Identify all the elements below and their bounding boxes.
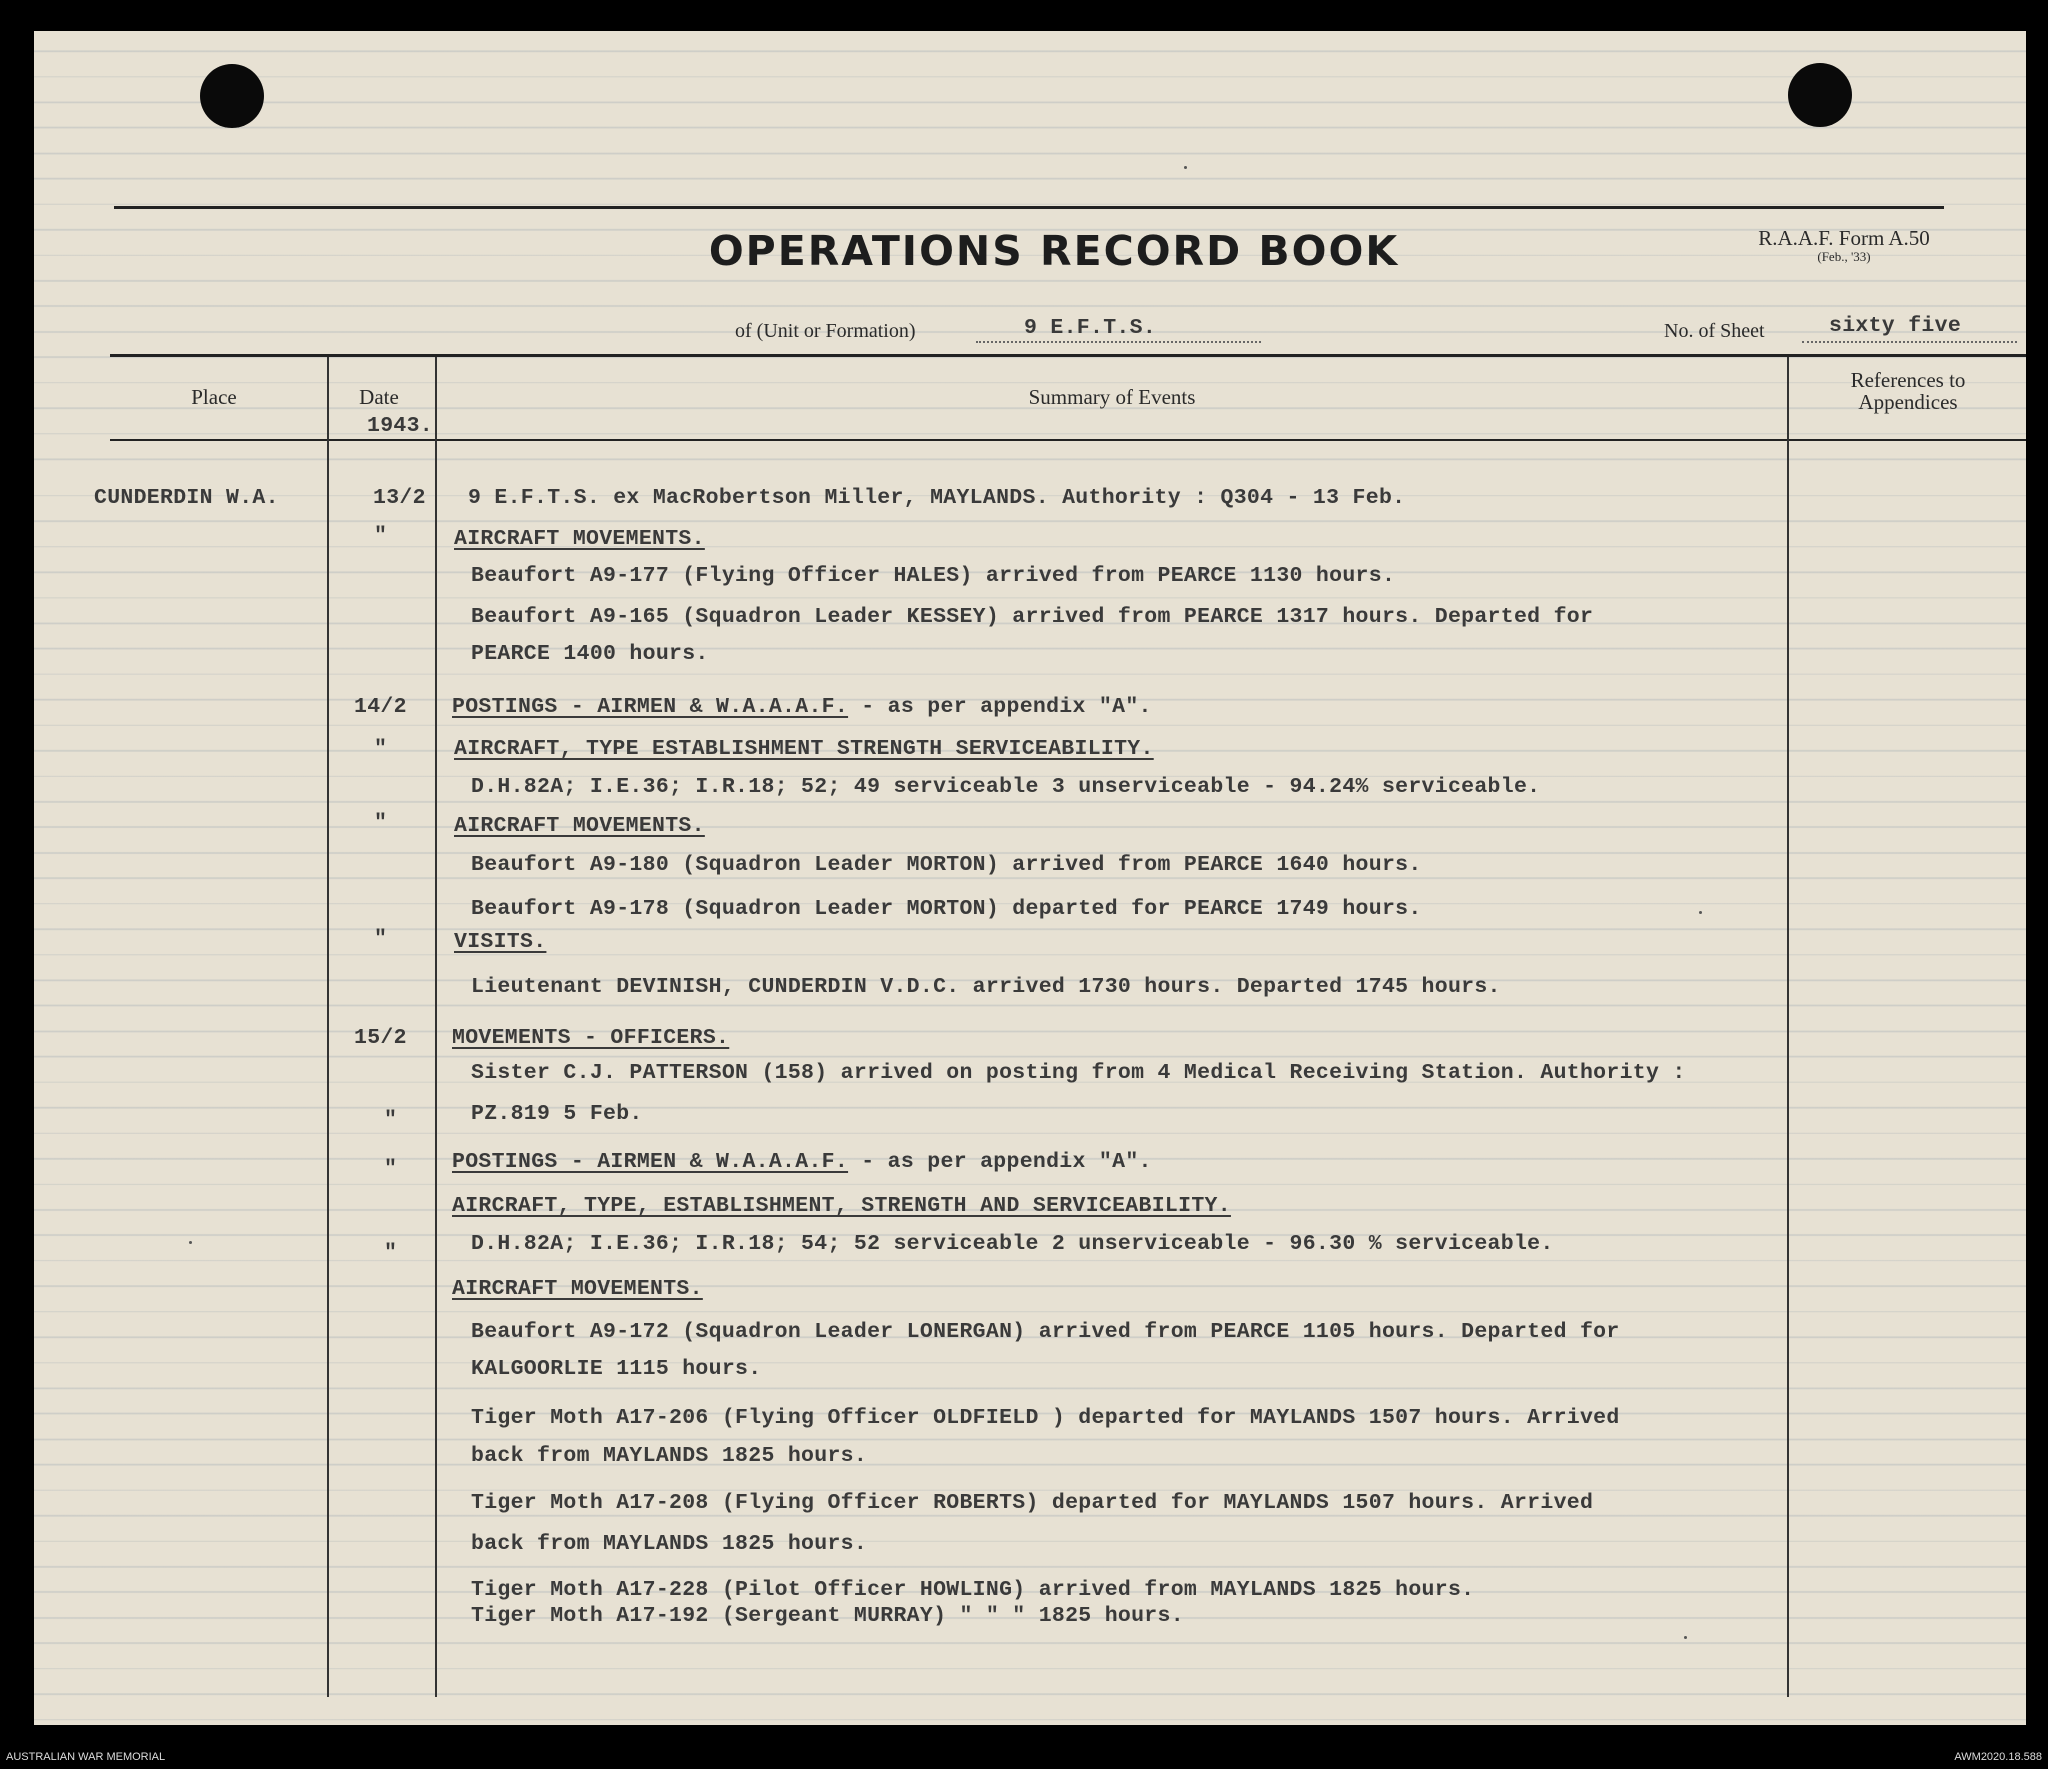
section-heading-line [452, 1150, 1152, 1174]
section-heading: AIRCRAFT MOVEMENTS. [452, 1277, 703, 1301]
summary-line: Sister C.J. PATTERSON (158) arrived on posting from 4 Medical Receiving Station. Authority : [471, 1061, 1686, 1085]
punch-hole-left [200, 64, 264, 128]
summary-line: Tiger Moth A17-192 (Sergeant MURRAY) " " " 1825 hours. [471, 1604, 1184, 1628]
section-note: - as per appendix "A". [848, 695, 1152, 719]
summary-line: PEARCE 1400 hours. [471, 642, 709, 666]
summary-line: PZ.819 5 Feb. [471, 1102, 643, 1126]
section-heading: VISITS. [454, 930, 547, 954]
section-heading: AIRCRAFT MOVEMENTS. [454, 527, 705, 551]
summary-line: Beaufort A9-177 (Flying Officer HALES) arrived from PEARCE 1130 hours. [471, 564, 1396, 588]
date-entry: 15/2 [354, 1026, 407, 1050]
summary-line: Beaufort A9-172 (Squadron Leader LONERGAN) arrived from PEARCE 1105 hours. Departed for [471, 1320, 1620, 1344]
references-label-line-1: References to [1850, 368, 1966, 392]
column-header-bottom-rule [110, 439, 2026, 441]
paper-speck [1684, 1636, 1687, 1639]
column-header-place: Place [191, 385, 237, 409]
section-heading: AIRCRAFT, TYPE ESTABLISHMENT STRENGTH SERVICEABILITY. [454, 737, 1154, 761]
section-heading: POSTINGS - AIRMEN & W.A.A.A.F. [452, 695, 849, 719]
summary-line: 9 E.F.T.S. ex MacRobertson Miller, MAYLANDS. Authority : Q304 - 13 Feb. [468, 486, 1406, 510]
header-rule [110, 354, 2026, 357]
top-rule [114, 206, 1944, 209]
place-value: CUNDERDIN W.A. [94, 486, 279, 510]
section-heading: MOVEMENTS - OFFICERS. [452, 1026, 730, 1050]
date-entry: 14/2 [354, 695, 407, 719]
summary-line: Beaufort A9-165 (Squadron Leader KESSEY) arrived from PEARCE 1317 hours. Departed for [471, 605, 1594, 629]
summary-line: Beaufort A9-178 (Squadron Leader MORTON) departed for PEARCE 1749 hours. [471, 897, 1422, 921]
summary-line: Lieutenant DEVINISH, CUNDERDIN V.D.C. arrived 1730 hours. Departed 1745 hours. [471, 975, 1501, 999]
record-sheet [34, 31, 2026, 1725]
summary-line: Tiger Moth A17-206 (Flying Officer OLDFIELD ) departed for MAYLANDS 1507 hours. Arrived [471, 1406, 1620, 1430]
summary-line: back from MAYLANDS 1825 hours. [471, 1532, 868, 1556]
sheet-label: No. of Sheet [1664, 320, 1765, 342]
section-heading: POSTINGS - AIRMEN & W.A.A.A.F. [452, 1150, 849, 1174]
column-divider-refs [1787, 357, 1789, 1697]
date-entry: " [384, 1157, 398, 1181]
date-entry: " [384, 1108, 398, 1132]
form-name: R.A.A.F. Form A.50 [1758, 226, 1930, 250]
paper-speck [189, 1241, 192, 1244]
punch-hole-right [1788, 63, 1852, 127]
summary-line: back from MAYLANDS 1825 hours. [471, 1444, 868, 1468]
column-divider-place [327, 357, 329, 1697]
form-date: (Feb., '33) [1817, 249, 1871, 264]
unit-value: 9 E.F.T.S. [1024, 316, 1157, 340]
footer-accession: AWM2020.18.588 [1954, 1751, 2042, 1763]
date-entry: " [374, 927, 388, 951]
summary-line: Tiger Moth A17-228 (Pilot Officer HOWLING) arrived from MAYLANDS 1825 hours. [471, 1578, 1475, 1602]
references-label-line-2: Appendices [1858, 390, 1958, 414]
paper-speck [1184, 166, 1187, 169]
date-entry: " [374, 811, 388, 835]
column-header-references [1790, 369, 2026, 413]
column-header-summary: Summary of Events [1028, 385, 1196, 409]
summary-line: KALGOORLIE 1115 hours. [471, 1357, 762, 1381]
column-header-date: Date [359, 385, 399, 409]
sheet-dotted-line [1802, 341, 2017, 343]
column-header-year: 1943. [367, 414, 434, 438]
unit-label: of (Unit or Formation) [735, 320, 916, 342]
date-entry: " [384, 1241, 398, 1265]
summary-line: D.H.82A; I.E.36; I.R.18; 52; 49 serviceable 3 unserviceable - 94.24% serviceable. [471, 775, 1541, 799]
unit-dotted-line [976, 341, 1261, 343]
paper-speck [1699, 911, 1702, 914]
section-note: - as per appendix "A". [848, 1150, 1152, 1174]
section-heading: AIRCRAFT, TYPE, ESTABLISHMENT, STRENGTH AND SERVICEABILITY. [452, 1194, 1231, 1218]
summary-line: D.H.82A; I.E.36; I.R.18; 54; 52 serviceable 2 unserviceable - 96.30 % serviceable. [471, 1232, 1554, 1256]
column-divider-date [435, 357, 437, 1697]
summary-line: Tiger Moth A17-208 (Flying Officer ROBERTS) departed for MAYLANDS 1507 hours. Arrived [471, 1491, 1594, 1515]
section-heading: AIRCRAFT MOVEMENTS. [454, 814, 705, 838]
date-entry: " [374, 737, 388, 761]
date-entry: " [374, 524, 388, 548]
sheet-value: sixty five [1829, 314, 1962, 338]
section-heading-line [452, 695, 1152, 719]
footer-credit: AUSTRALIAN WAR MEMORIAL [6, 1751, 166, 1763]
page-title: OPERATIONS RECORD BOOK [708, 227, 1400, 275]
summary-line: Beaufort A9-180 (Squadron Leader MORTON) arrived from PEARCE 1640 hours. [471, 853, 1422, 877]
date-entry: 13/2 [373, 486, 426, 510]
form-reference [1709, 226, 1979, 265]
